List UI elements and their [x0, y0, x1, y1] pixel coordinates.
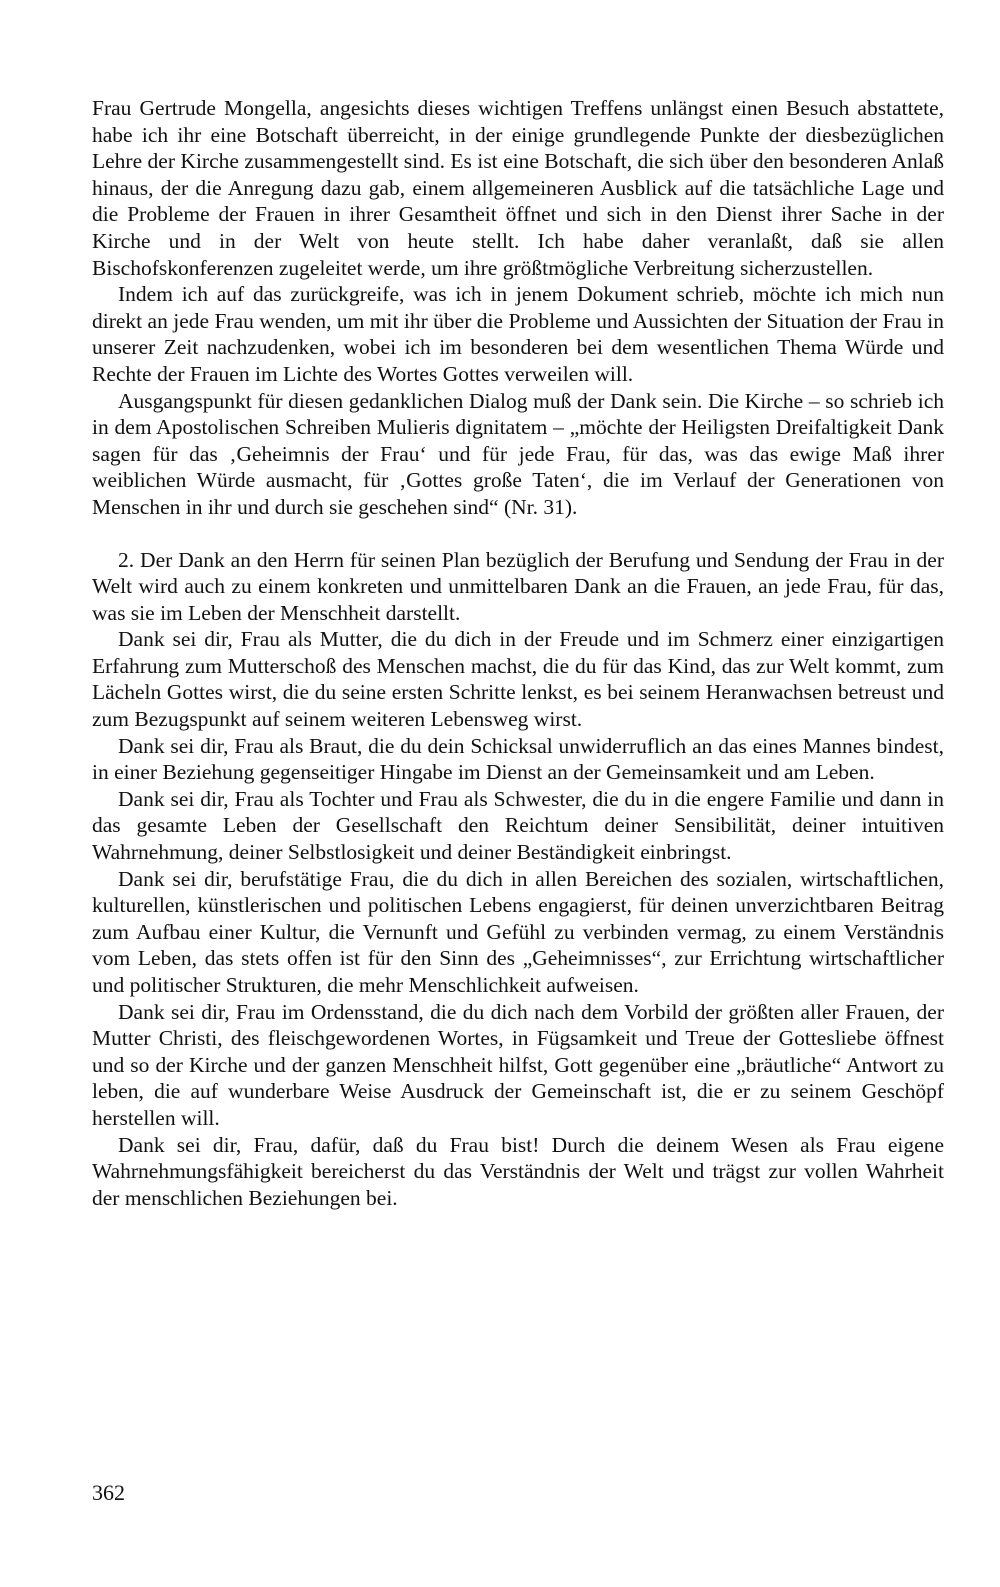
paragraph-mother: Dank sei dir, Frau als Mutter, die du dich in der Freude und im Schmerz einer einzigartigen Erfahrung zum Mutterschoß des Menschen machst, die du für das Kind, das zur Welt kommt, zum Lächeln Gottes wirst, die du seine ersten Schritte lenkst, es bei seinem Heranwachsen betreust und zum Bezugspunkt auf seinem weiteren Lebensweg wirst. [92, 627, 944, 732]
paragraph: Indem ich auf das zurückgreife, was ich in jenem Dokument schrieb, möchte ich mich nun direkt an jede Frau wenden, um mit ihr über die Probleme und Aussichten der Situation der Frau in unserer Zeit nachzudenken, wobei ich im besonderen bei dem wesentlichen Thema Würde und Rechte der Frauen im Lichte des Wortes Gottes verweilen will. [92, 282, 944, 386]
paragraph: Ausgangspunkt für diesen gedanklichen Dialog muß der Dank sein. Die Kirche – so schrieb ich in dem Apostolischen Schreiben Mulieris dignitatem – „möchte der Heiligsten Dreifaltigkeit Dank sagen für das ‚Geheimnis der Frau‘ und für jede Frau, für das, was das ewige Maß ihrer weiblichen Würde ausmacht, für ‚Gottes große Taten‘, die im Verlauf der Generationen von Menschen in ihr und durch sie geschehen sind“ (Nr. 31). [92, 388, 944, 519]
paragraph-daughter-sister: Dank sei dir, Frau als Tochter und Frau als Schwester, die du in die engere Familie und dann in das gesamte Leben der Gesellschaft den Reichtum deiner Sensibilität, deiner intuitiven Wahrnehmung, deiner Selbstlosigkeit und deiner Beständigkeit einbringst. [92, 786, 944, 865]
section-2-opening-paragraph: 2. Der Dank an den Herrn für seinen Plan bezüglich der Berufung und Sendung der Frau in der Welt wird auch zu einem konkreten und unmittelbaren Dank an die Frauen, an jede Frau, für das, was sie im Leben der Menschheit darstellt. [92, 547, 944, 625]
body-text [92, 95, 944, 1211]
paragraph-working-woman: Dank sei dir, berufstätige Frau, die du dich in allen Bereichen des sozialen, wirtschaftlichen, kulturellen, künstlerischen und politischen Lebens engagierst, für deinen unverzichtbaren Beitrag zum Aufbau einer Kultur, die Vernunft und Gefühl zu verbinden vermag, zu einem Verständnis vom Leben, das stets offen ist für den Sinn des „Geheimnisses“, zur Errichtung wirtschaftlicher und politischer Strukturen, die mehr Menschlichkeit aufweisen. [92, 866, 944, 997]
paragraph-continuation: Frau Gertrude Mongella, angesichts dieses wichtigen Treffens unlängst einen Besuch abstattete, habe ich ihr eine Botschaft überreicht, in der einige grundlegende Punkte der diesbezüglichen Lehre der Kirche zusammengestellt sind. Es ist eine Botschaft, die sich über den besonderen Anlaß hinaus, der die Anregung dazu gab, einem allgemeineren Ausblick auf die tatsächliche Lage und die Probleme der Frauen in ihrer Gesamtheit öffnet und sich in den Dienst ihrer Sache in der Kirche und in der Welt von heute stellt. Ich habe daher veranlaßt, daß sie allen Bischofskonferenzen zugeleitet werde, um ihre größtmögliche Verbreitung sicherzustellen. [92, 96, 944, 280]
section-gap [92, 521, 944, 547]
paragraph-consecrated-woman: Dank sei dir, Frau im Ordensstand, die du dich nach dem Vorbild der größten aller Frauen, der Mutter Christi, des fleischgewordenen Wortes, in Fügsamkeit und Treue der Gottesliebe öffnest und so der Kirche und der ganzen Menschheit hilfst, Gott gegenüber eine „bräutliche“ Antwort zu leben, die auf wunderbare Weise Ausdruck der Gemeinschaft ist, die er zu seinem Geschöpf herstellen will. [92, 999, 944, 1130]
page-number: 362 [92, 1480, 125, 1505]
paragraph-woman: Dank sei dir, Frau, dafür, daß du Frau bist! Durch die deinem Wesen als Frau eigene Wahrnehmungsfähigkeit bereicherst du das Verständnis der Welt und trägst zur vollen Wahrheit der menschlichen Beziehungen bei. [92, 1132, 944, 1210]
paragraph-bride: Dank sei dir, Frau als Braut, die du dein Schicksal unwiderruflich an das eines Mannes bindest, in einer Beziehung gegenseitiger Hingabe im Dienst an der Gemeinsamkeit und am Leben. [92, 733, 944, 785]
